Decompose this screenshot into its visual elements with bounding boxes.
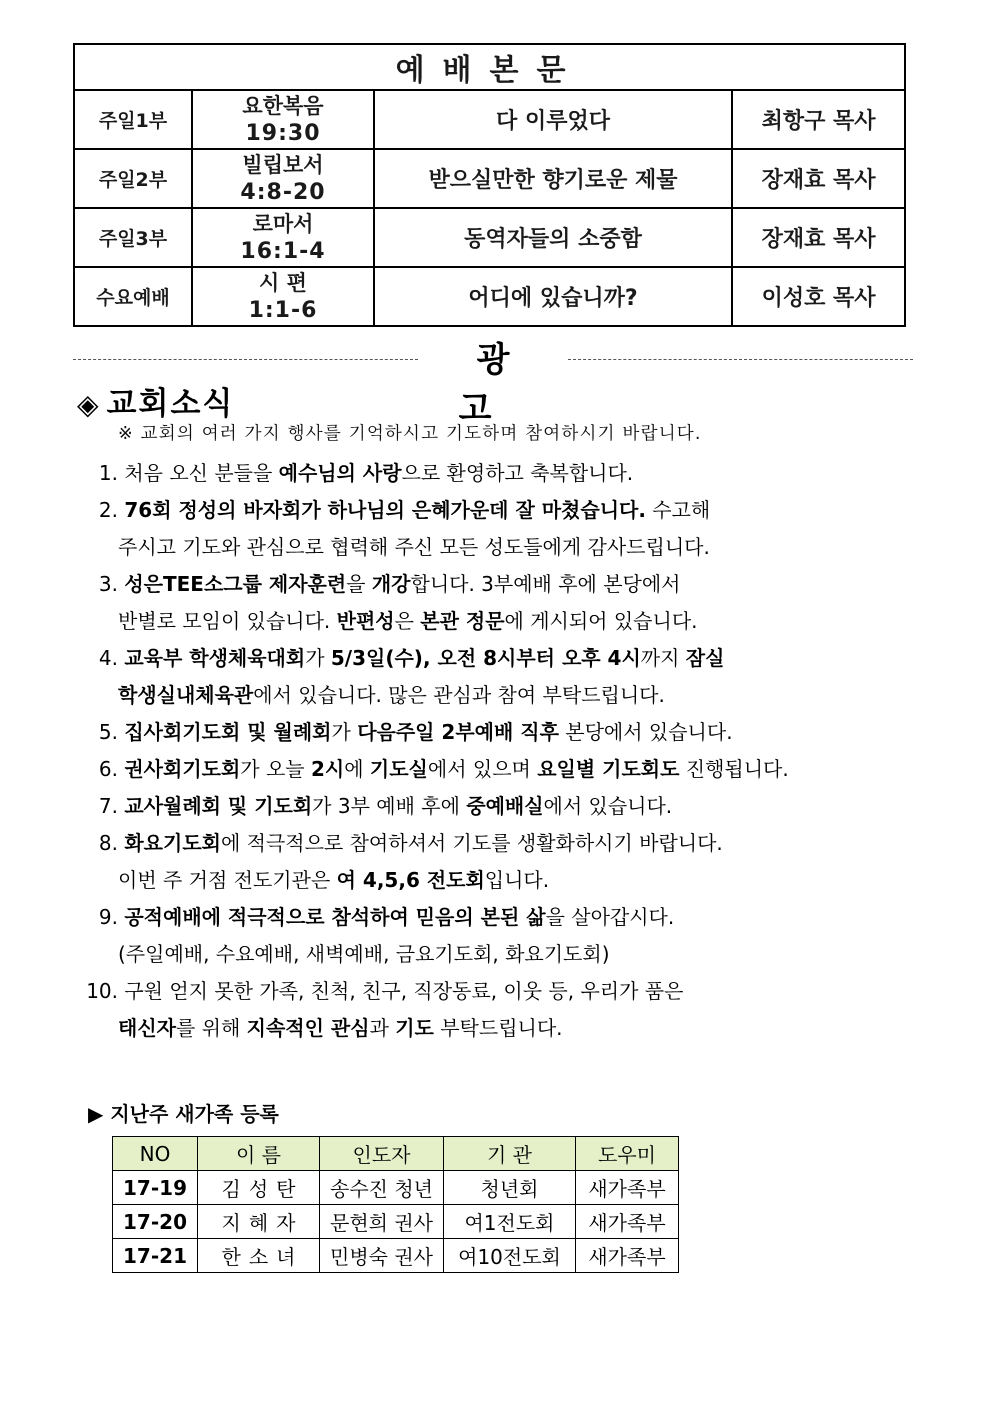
item-line <box>70 1010 910 1047</box>
item-text: 으로 환영하고 축복합니다. <box>401 461 634 485</box>
announcement-list <box>70 455 910 1047</box>
item-text: 집사회기도회 및 월례회 <box>124 720 332 744</box>
item-text: 에 <box>344 757 370 781</box>
item-line <box>70 862 910 899</box>
sermon-table <box>73 43 906 327</box>
announcement-item <box>70 640 910 714</box>
service-name: 주일3부 <box>74 208 192 267</box>
scripture-ref: 4:8-20 <box>240 179 326 205</box>
item-line <box>70 677 910 714</box>
divider-left <box>73 359 418 360</box>
item-text: 까지 <box>640 646 686 670</box>
item-number: 8. <box>98 831 118 855</box>
item-text: 주시고 기도와 관심으로 협력해 주신 모든 성도들에게 감사드립니다. <box>118 535 710 559</box>
item-number: 6. <box>98 757 118 781</box>
item-text: 반별로 모임이 있습니다. <box>118 609 337 633</box>
scripture-book: 시 편 <box>259 270 307 295</box>
scripture <box>192 208 374 267</box>
church-news-note: ※ 교회의 여러 가지 행사를 기억하시고 기도하며 참여하시기 바랍니다. <box>118 424 702 444</box>
church-news-heading <box>77 378 234 423</box>
item-text: 본관 정문 <box>420 609 505 633</box>
sermon-row <box>74 267 905 326</box>
item-text: 에 게시되어 있습니다. <box>504 609 698 633</box>
service-name: 수요예배 <box>74 267 192 326</box>
announcement-item <box>70 566 910 640</box>
item-text: 을 <box>346 572 372 596</box>
sermon-title-cell: 어디에 있습니까? <box>374 267 732 326</box>
item-text: 입니다. <box>484 868 550 892</box>
column-header: 인도자 <box>320 1137 444 1171</box>
guide: 송수진 청년 <box>320 1171 444 1205</box>
item-line <box>70 529 910 566</box>
item-text: 과 <box>369 1016 396 1040</box>
sermon-title-cell: 받으실만한 향기로운 제물 <box>374 149 732 208</box>
sermon-rows <box>74 90 905 326</box>
item-line <box>70 455 910 492</box>
member-name: 지혜자 <box>198 1205 320 1239</box>
item-text: 성은TEE소그룹 제자훈련 <box>124 572 347 596</box>
member-name: 김성탄 <box>198 1171 320 1205</box>
table-row <box>113 1239 679 1273</box>
service-name: 주일2부 <box>74 149 192 208</box>
helper: 새가족부 <box>576 1239 679 1273</box>
item-line <box>70 603 910 640</box>
item-text: 기도 <box>395 1016 434 1040</box>
scripture-ref: 1:1-6 <box>248 297 318 323</box>
item-text: 을 살아갑시다. <box>545 905 675 929</box>
announcement-title: 광고 <box>458 340 546 429</box>
item-text: 다음주일 2부예배 직후 <box>357 720 559 744</box>
item-text: 본당에서 있습니다. <box>558 720 733 744</box>
guide: 민병숙 권사 <box>320 1239 444 1273</box>
item-text: 에 적극적으로 참여하셔서 기도를 생활화하시기 바랍니다. <box>220 831 723 855</box>
item-text: 예수님의 사랑 <box>278 461 402 485</box>
sermon-row <box>74 149 905 208</box>
helper: 새가족부 <box>576 1171 679 1205</box>
item-text: 잠실 <box>685 646 725 670</box>
item-text: 요일별 기도회도 <box>537 757 680 781</box>
item-text: 76회 정성의 바자회가 하나님의 은혜가운데 잘 마쳤습니다. <box>124 498 646 522</box>
item-text: 진행됩니다. <box>679 757 789 781</box>
announcement-item <box>70 492 910 566</box>
item-line <box>70 973 910 1010</box>
item-number: 1. <box>98 461 118 485</box>
item-text: 은 <box>394 609 421 633</box>
announcement-item <box>70 788 910 825</box>
reg-no: 17-19 <box>113 1171 198 1205</box>
service-name: 주일1부 <box>74 90 192 149</box>
church-news-label: 교회소식 <box>106 386 235 422</box>
sermon-row <box>74 90 905 149</box>
item-text: 학생실내체육관 <box>118 683 254 707</box>
item-text: 합니다. 3부예배 후에 본당에서 <box>410 572 681 596</box>
item-text: 2시 <box>310 757 345 781</box>
item-number: 7. <box>98 794 118 818</box>
reg-no: 17-21 <box>113 1239 198 1273</box>
column-header: 도우미 <box>576 1137 679 1171</box>
scripture <box>192 90 374 149</box>
announcement-item <box>70 973 910 1047</box>
scripture-book: 로마서 <box>252 211 314 236</box>
new-family-header-row <box>113 1137 679 1171</box>
announcement-item <box>70 455 910 492</box>
guide: 문현희 권사 <box>320 1205 444 1239</box>
item-text: 교사월례회 및 기도회 <box>124 794 313 818</box>
scripture-book: 요한복음 <box>242 93 324 118</box>
item-text: 공적예배에 적극적으로 참석하여 믿음의 본된 삶 <box>124 905 546 929</box>
item-line <box>70 492 910 529</box>
item-text: 가 <box>305 646 331 670</box>
organization: 청년회 <box>444 1171 576 1205</box>
item-text: 가 오늘 <box>240 757 311 781</box>
item-number: 5. <box>98 720 118 744</box>
item-text: 권사회기도회 <box>124 757 241 781</box>
item-text: 반편성 <box>336 609 395 633</box>
item-number: 9. <box>98 905 118 929</box>
organization: 여1전도회 <box>444 1205 576 1239</box>
item-text: (주일예배, 수요예배, 새벽예배, 금요기도회, 화요기도회) <box>118 942 610 966</box>
item-text: 를 위해 <box>175 1016 247 1040</box>
item-text: 이번 주 거점 전도기관은 <box>118 868 337 892</box>
item-line <box>70 714 910 751</box>
item-text: 태신자 <box>118 1016 176 1040</box>
announcement-item <box>70 825 910 899</box>
scripture <box>192 149 374 208</box>
item-text: 기도실 <box>369 757 428 781</box>
table-row <box>113 1171 679 1205</box>
preacher: 이성호 목사 <box>732 267 905 326</box>
scripture-book: 빌립보서 <box>242 152 324 177</box>
item-text: 가 <box>331 720 358 744</box>
item-text: 개강 <box>371 572 411 596</box>
item-number: 2. <box>98 498 118 522</box>
member-name: 한소녀 <box>198 1239 320 1273</box>
sermon-title: 예배본문 <box>74 44 905 90</box>
announcement-item <box>70 751 910 788</box>
sermon-row <box>74 208 905 267</box>
item-number: 4. <box>98 646 118 670</box>
item-line <box>70 788 910 825</box>
table-row <box>113 1205 679 1239</box>
scripture-ref: 19:30 <box>245 120 321 146</box>
item-line <box>70 899 910 936</box>
scripture-ref: 16:1-4 <box>240 238 326 264</box>
divider-right <box>568 359 913 360</box>
scripture <box>192 267 374 326</box>
item-text: 교육부 학생체육대회 <box>124 646 306 670</box>
item-text: 에서 있습니다. 많은 관심과 참여 부탁드립니다. <box>253 683 665 707</box>
item-text: 에서 있습니다. <box>543 794 673 818</box>
helper: 새가족부 <box>576 1205 679 1239</box>
announcement-item <box>70 714 910 751</box>
item-line <box>70 640 910 677</box>
item-text: 화요기도회 <box>124 831 221 855</box>
item-text: 구원 얻지 못한 가족, 친척, 친구, 직장동료, 이웃 등, 우리가 품은 <box>124 979 684 1003</box>
item-text: 에서 있으며 <box>427 757 538 781</box>
item-line <box>70 751 910 788</box>
column-header: 기 관 <box>444 1137 576 1171</box>
organization: 여10전도회 <box>444 1239 576 1273</box>
new-family-rows <box>113 1171 679 1273</box>
preacher: 장재효 목사 <box>732 208 905 267</box>
item-text: 가 3부 예배 후에 <box>312 794 467 818</box>
item-line <box>70 566 910 603</box>
announcement-item <box>70 899 910 973</box>
column-header: 이 름 <box>198 1137 320 1171</box>
item-text: 여 4,5,6 전도회 <box>336 868 485 892</box>
diamond-icon: ◈ <box>77 388 101 421</box>
preacher: 최항구 목사 <box>732 90 905 149</box>
item-line <box>70 936 910 973</box>
sermon-title-cell: 다 이루었다 <box>374 90 732 149</box>
item-text: 중예배실 <box>466 794 544 818</box>
item-text: 5/3일(수), 오전 8시부터 오후 4시 <box>330 646 641 670</box>
item-number: 10. <box>86 979 118 1003</box>
item-text: 지속적인 관심 <box>246 1016 370 1040</box>
new-family-heading: ▶ 지난주 새가족 등록 <box>88 1102 279 1126</box>
preacher: 장재효 목사 <box>732 149 905 208</box>
sermon-title-cell: 동역자들의 소중함 <box>374 208 732 267</box>
item-text: 처음 오신 분들을 <box>124 461 279 485</box>
item-text: 수고해 <box>645 498 711 522</box>
item-number: 3. <box>98 572 118 596</box>
column-header: NO <box>113 1137 198 1171</box>
item-text: 부탁드립니다. <box>433 1016 563 1040</box>
item-line <box>70 825 910 862</box>
new-family-table <box>112 1136 679 1273</box>
reg-no: 17-20 <box>113 1205 198 1239</box>
